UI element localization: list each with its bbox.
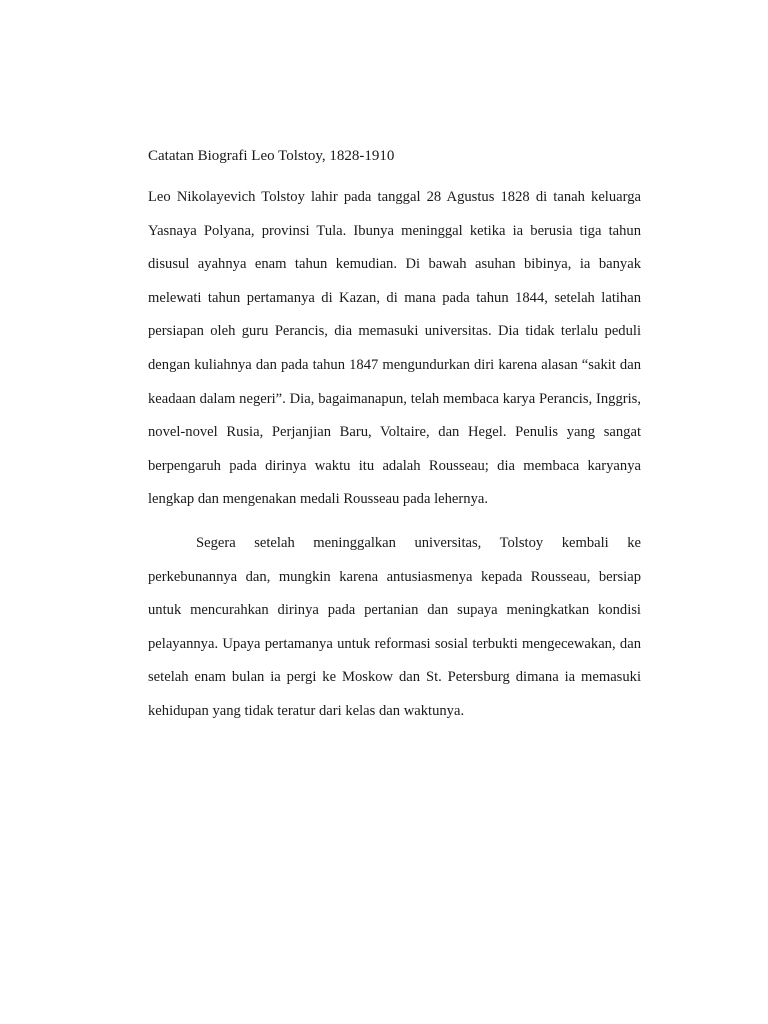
document-title: Catatan Biografi Leo Tolstoy, 1828-1910 — [148, 148, 395, 164]
document-body — [148, 181, 641, 739]
paragraph-1: Leo Nikolayevich Tolstoy lahir pada tanggal 28 Agustus 1828 di tanah keluarga Yasnaya Polyana, provinsi Tula. Ibunya meninggal ketika ia berusia tiga tahun disusul ayahnya enam tahun kemudian. Di bawah asuhan bibinya, ia banyak melewati tahun pertamanya di Kazan, di mana pada tahun 1844, setelah latihan persiapan oleh guru Perancis, dia memasuki universitas. Dia tidak terlalu peduli dengan kuliahnya dan pada tahun 1847 mengundurkan diri karena alasan “sakit dan keadaan dalam negeri”. Dia, bagaimanapun, telah membaca karya Perancis, Inggris, novel-novel Rusia, Perjanjian Baru, Voltaire, dan Hegel. Penulis yang sangat berpengaruh pada dirinya waktu itu adalah Rousseau; dia membaca karyanya lengkap dan mengenakan medali Rousseau pada lehernya. — [148, 189, 641, 508]
paragraph-2: Segera setelah meninggalkan universitas, Tolstoy kembali ke perkebunannya dan, mungkin karena antusiasmenya kepada Rousseau, bersiap untuk mencurahkan dirinya pada pertanian dan supaya meningkatkan kondisi pelayannya. Upaya pertamanya untuk reformasi sosial terbukti mengecewakan, dan setelah enam bulan ia pergi ke Moskow dan St. Petersburg dimana ia memasuki kehidupan yang tidak teratur dari kelas dan waktunya. — [148, 534, 641, 719]
